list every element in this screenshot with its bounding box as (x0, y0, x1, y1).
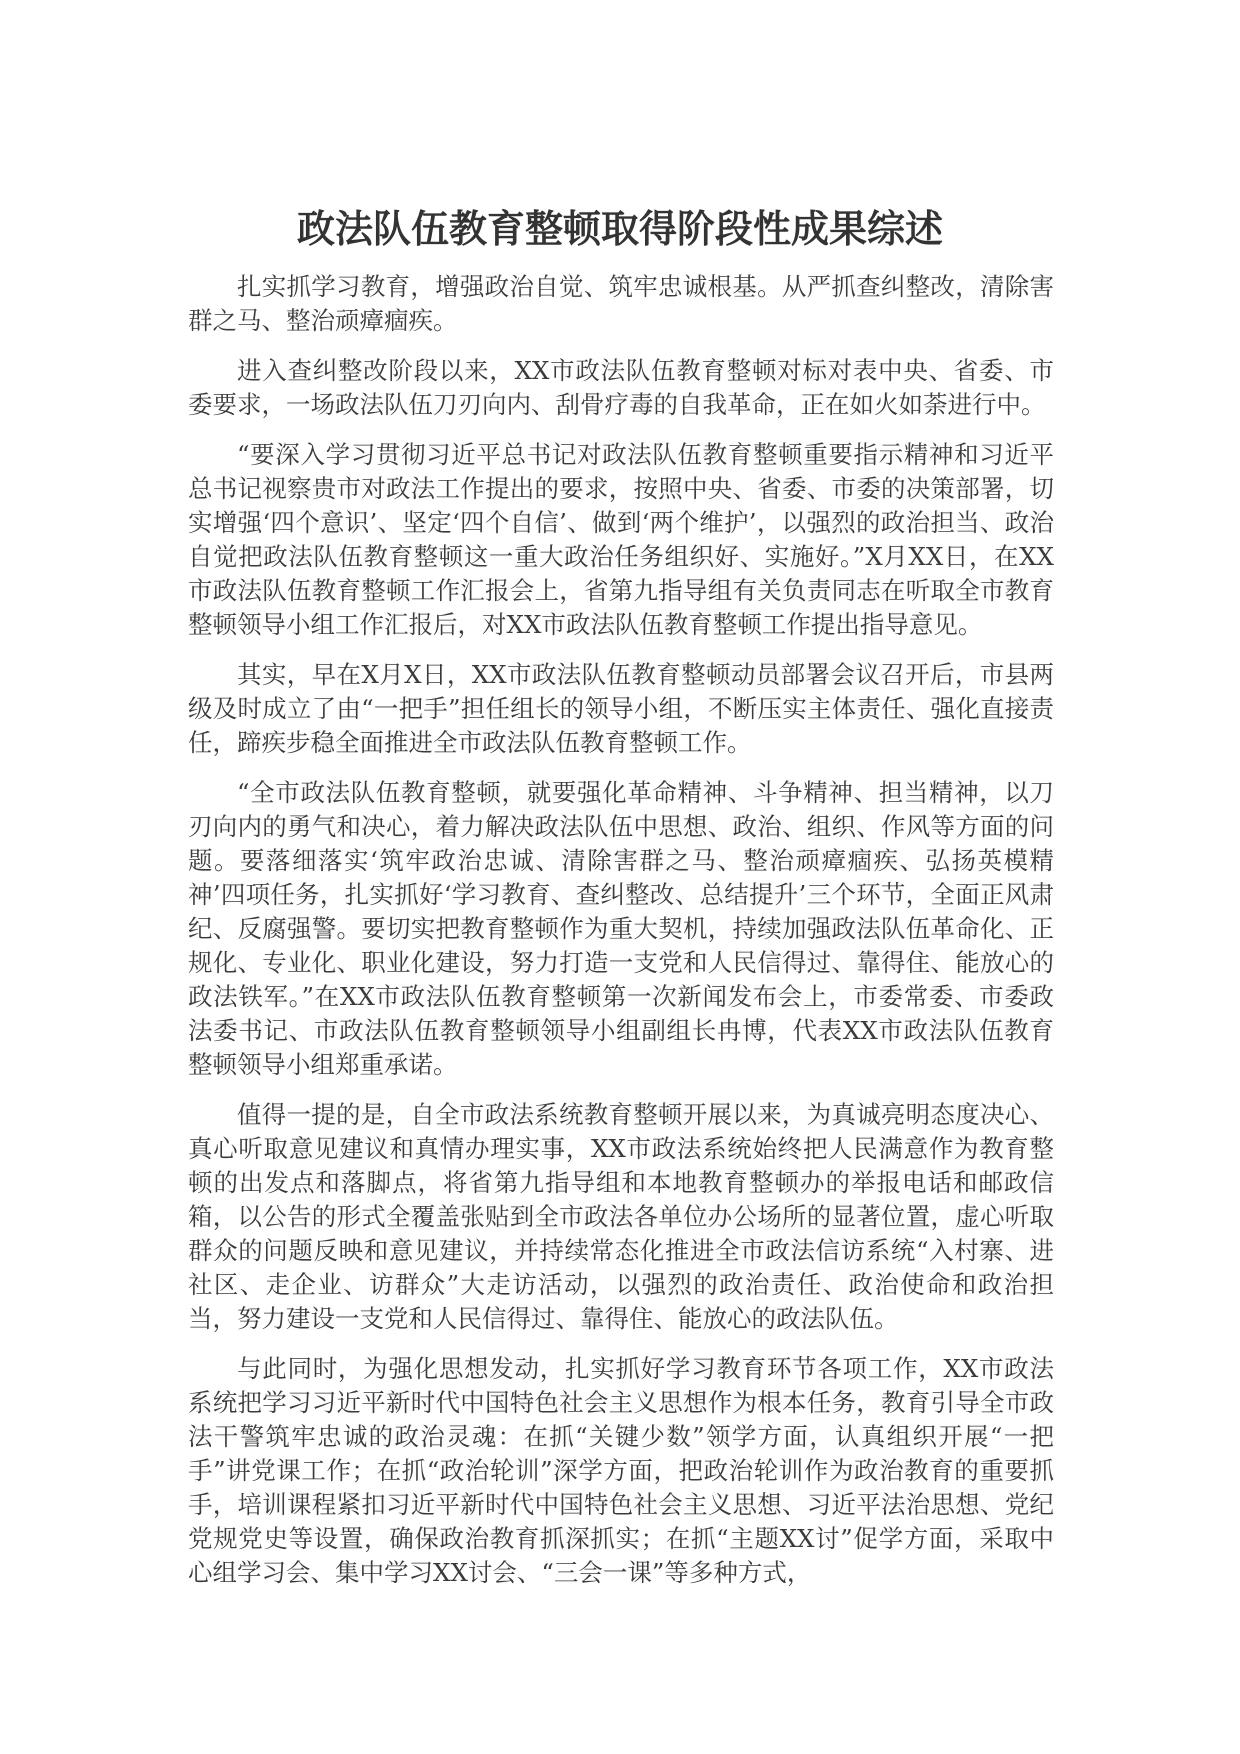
document-title: 政法队伍教育整顿取得阶段性成果综述 (296, 207, 943, 251)
paragraph-3: “要深入学习贯彻习近平总书记对政法队伍教育整顿重要指示精神和习近平总书记视察贵市对政法工作提出的要求，按照中央、省委、市委的决策部署，切实增强‘四个意识’、坚定‘四个自信’、做到‘两个维护’，以强烈的政治担当、政治自觉把政法队伍教育整顿这一重大政治任务组织好、实施好。”X月XX日，在XX市政法队伍教育整顿工作汇报会上，省第九指导组有关负责同志在听取全市教育整顿领导小组工作汇报后，对XX市政法队伍教育整顿工作提出指导意见。 (188, 440, 1054, 639)
paragraph-6: 值得一提的是，自全市政法系统教育整顿开展以来，为真诚亮明态度决心、真心听取意见建议和真情办理实事，XX市政法系统始终把人民满意作为教育整顿的出发点和落脚点，将省第九指导组和本地教育整顿办的举报电话和邮政信箱，以公告的形式全覆盖张贴到全市政法各单位办公场所的显著位置，虚心听取群众的问题反映和意见建议，并持续常态化推进全市政法信访系统“入村寨、进社区、走企业、访群众”大走访活动，以强烈的政治责任、政治使命和政治担当，努力建设一支党和人民信得过、靠得住、能放心的政法队伍。 (188, 1100, 1054, 1333)
document-body (188, 270, 1054, 1606)
paragraph-2: 进入查纠整改阶段以来，XX市政法队伍教育整顿对标对表中央、省委、市委要求，一场政法队伍刀刃向内、刮骨疗毒的自我革命，正在如火如荼进行中。 (188, 356, 1054, 419)
paragraph-4: 其实，早在X月X日，XX市政法队伍教育整顿动员部署会议召开后，市县两级及时成立了由“一把手”担任组长的领导小组，不断压实主体责任、强化直接责任，蹄疾步稳全面推进全市政法队伍教育整顿工作。 (188, 660, 1054, 757)
paragraph-5: “全市政法队伍教育整顿，就要强化革命精神、斗争精神、担当精神，以刀刃向内的勇气和决心，着力解决政法队伍中思想、政治、组织、作风等方面的问题。要落细落实‘筑牢政治忠诚、清除害群之马、整治顽瘴痼疾、弘扬英模精神’四项任务，扎实抓好‘学习教育、查纠整改、总结提升’三个环节，全面正风肃纪、反腐强警。要切实把教育整顿作为重大契机，持续加强政法队伍革命化、正规化、专业化、职业化建设，努力打造一支党和人民信得过、靠得住、能放心的政法铁军。”在XX市政法队伍教育整顿第一次新闻发布会上，市委常委、市委政法委书记、市政法队伍教育整顿领导小组副组长冉博，代表XX市政法队伍教育整顿领导小组郑重承诺。 (188, 778, 1054, 1079)
paragraph-7: 与此同时，为强化思想发动，扎实抓好学习教育环节各项工作，XX市政法系统把学习习近平新时代中国特色社会主义思想作为根本任务，教育引导全市政法干警筑牢忠诚的政治灵魂：在抓“关键少数”领学方面，认真组织开展“一把手”讲党课工作；在抓“政治轮训”深学方面，把政治轮训作为政治教育的重要抓手，培训课程紧扣习近平新时代中国特色社会主义思想、习近平法治思想、党纪党规党史等设置，确保政治教育抓深抓实；在抓“主题XX讨”促学方面，采取中心组学习会、集中学习XX讨会、“三会一课”等多种方式， (188, 1354, 1054, 1587)
paragraph-1: 扎实抓学习教育，增强政治自觉、筑牢忠诚根基。从严抓查纠整改，清除害群之马、整治顽瘴痼疾。 (188, 272, 1054, 335)
